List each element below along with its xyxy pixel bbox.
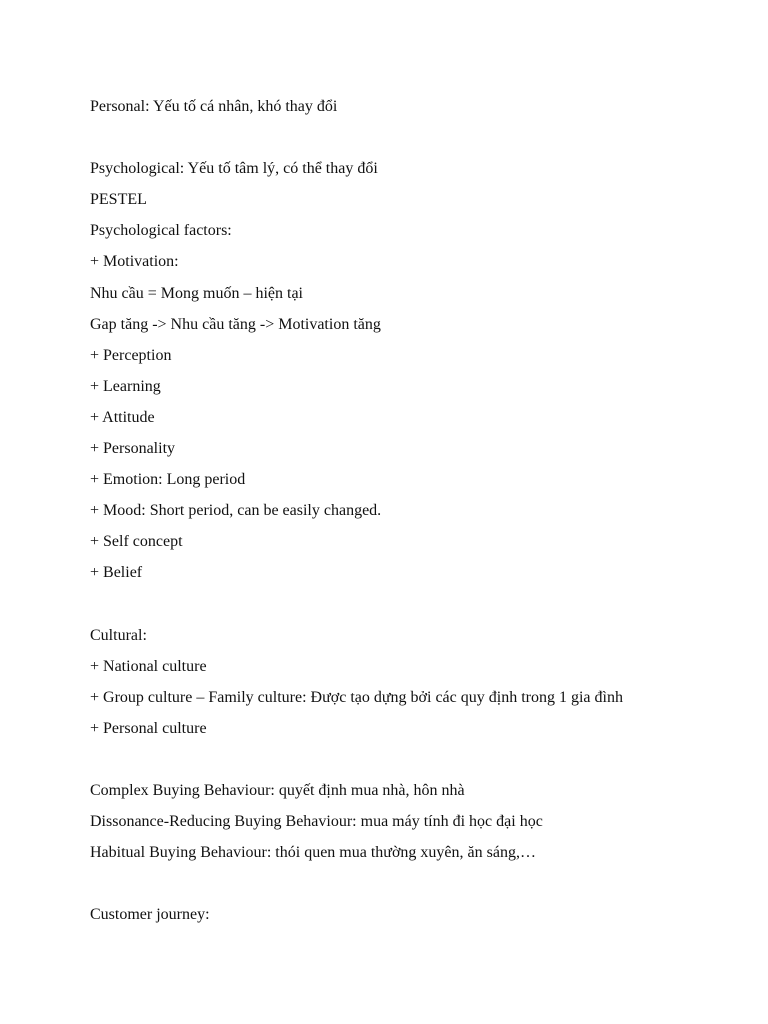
blank-line <box>90 868 730 899</box>
section-heading: Psychological factors: <box>90 222 232 240</box>
list-item: + Group culture – Family culture: Được tạo dựng bởi các quy định trong 1 gia đình <box>90 688 623 706</box>
section-heading: Cultural: <box>90 626 147 644</box>
list-item: + Personality <box>90 440 176 458</box>
blank-line <box>90 589 730 620</box>
text-line: Psychological: Yếu tố tâm lý, có thể thay đổi <box>90 160 378 178</box>
list-item: + Learning <box>90 377 161 395</box>
list-item: + National culture <box>90 657 207 675</box>
blank-line <box>90 122 730 153</box>
text-line: Personal: Yếu tố cá nhân, khó thay đổi <box>90 98 338 115</box>
text-line: Nhu cầu = Mong muốn – hiện tại <box>90 284 303 302</box>
list-item: + Motivation: <box>90 253 179 271</box>
text-line: Dissonance-Reducing Buying Behaviour: mua máy tính đi học đại học <box>90 813 543 831</box>
text-line: Gap tăng -> Nhu cầu tăng -> Motivation tăng <box>90 315 381 333</box>
blank-line <box>90 744 730 775</box>
document-body <box>90 91 730 931</box>
list-item: + Emotion: Long period <box>90 471 246 489</box>
list-item: + Mood: Short period, can be easily changed. <box>90 502 382 520</box>
list-item: + Attitude <box>90 408 155 426</box>
text-line: PESTEL <box>90 191 147 209</box>
list-item: + Personal culture <box>90 719 207 737</box>
text-line: Habitual Buying Behaviour: thói quen mua thường xuyên, ăn sáng,… <box>90 844 536 862</box>
text-line: Complex Buying Behaviour: quyết định mua nhà, hôn nhà <box>90 782 465 800</box>
list-item: + Self concept <box>90 533 183 551</box>
section-heading: Customer journey: <box>90 906 210 924</box>
list-item: + Belief <box>90 564 143 582</box>
list-item: + Perception <box>90 346 172 364</box>
